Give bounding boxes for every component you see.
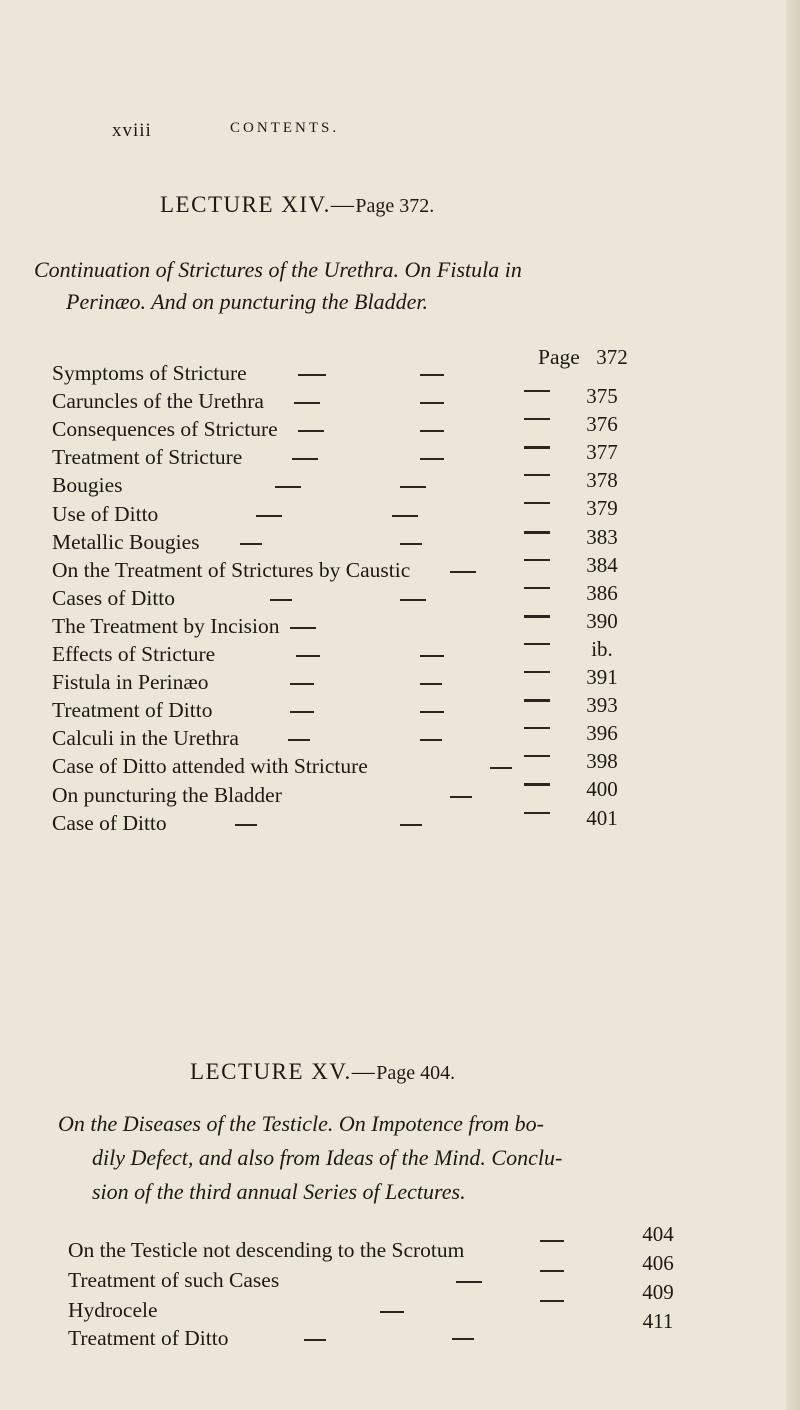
page-edge <box>786 0 800 1410</box>
page-column-label: Page <box>538 345 580 369</box>
leader-dash <box>524 446 550 449</box>
leader-dash <box>524 671 550 673</box>
leader-dash <box>524 531 550 534</box>
leader-dash <box>380 1311 404 1313</box>
lecture-15-summary-line-1: On the Diseases of the Testicle. On Impotence from bo- <box>58 1111 544 1136</box>
contents-entry-title: Treatment of Ditto <box>68 1326 229 1350</box>
contents-entry-title: Treatment of such Cases <box>68 1268 280 1292</box>
leader-dash <box>256 515 282 517</box>
lecture-14-summary-line-1: Continuation of Strictures of the Urethra. On Fistula in <box>34 257 522 282</box>
leader-dash <box>294 402 320 404</box>
leader-dash <box>490 767 512 769</box>
leader-dash <box>540 1300 564 1302</box>
leader-dash <box>292 458 318 460</box>
contents-entry-title: Cases of Ditto <box>52 585 176 610</box>
leader-dash <box>400 599 426 601</box>
contents-entry-page: 375 <box>586 384 618 408</box>
contents-entry-page: 376 <box>586 412 618 437</box>
contents-entry-page: 400 <box>586 777 618 802</box>
contents-entry-title: Symptoms of Stricture <box>52 361 247 385</box>
lecture-15-summary <box>58 1107 778 1209</box>
leader-dash <box>290 627 316 629</box>
leader-dash <box>540 1270 564 1272</box>
leader-dash <box>420 430 444 432</box>
leader-dash <box>524 559 550 561</box>
leader-dash <box>524 727 550 729</box>
contents-entry-title: Case of Ditto attended with Stricture <box>52 754 368 779</box>
leader-dash <box>296 655 320 657</box>
contents-entry-page: 401 <box>586 805 618 830</box>
leader-dash <box>456 1281 482 1283</box>
leader-dash <box>524 474 550 476</box>
leader-dash <box>420 458 444 460</box>
leader-dash <box>524 812 550 814</box>
lecture-14-title: LECTURE XIV.— <box>160 192 356 217</box>
lecture-14-page-ref: Page 372. <box>355 195 435 217</box>
contents-entry-page: 396 <box>586 721 618 746</box>
leader-dash <box>275 486 301 488</box>
leader-dash <box>450 796 472 798</box>
leader-dash <box>420 711 444 713</box>
leader-dash <box>524 502 550 504</box>
leader-dash <box>400 543 422 545</box>
contents-entry-page: 372 <box>596 345 628 369</box>
contents-entry-title: On puncturing the Bladder <box>52 782 282 807</box>
leader-dash <box>400 824 422 826</box>
leader-dash <box>290 683 314 685</box>
contents-entry-page: 391 <box>586 665 618 689</box>
contents-entry-page: 378 <box>586 468 618 493</box>
contents-entry-title: Bougies <box>52 473 123 498</box>
leader-dash <box>290 711 314 713</box>
contents-entry-page: 390 <box>586 608 618 633</box>
leader-dash <box>524 755 550 757</box>
contents-entry-page: 386 <box>586 580 618 605</box>
leader-dash <box>420 402 444 404</box>
contents-entry-title: Calculi in the Urethra <box>52 726 239 751</box>
leader-dash <box>392 515 418 517</box>
lecture-15-summary-line-2: dily Defect, and also from Ideas of the Mind. Conclu- <box>92 1145 563 1170</box>
leader-dash <box>270 599 292 601</box>
contents-entry-title: Fistula in Perinæo <box>52 670 209 695</box>
lecture-14-summary <box>34 254 784 318</box>
contents-entry-title: Metallic Bougies <box>52 529 200 554</box>
running-title: CONTENTS. <box>230 120 340 136</box>
lecture-14-heading <box>160 192 434 218</box>
contents-entry-page: 411 <box>642 1309 674 1333</box>
contents-entry-title: Treatment of Stricture <box>52 445 243 470</box>
leader-dash <box>524 587 550 589</box>
leader-dash <box>420 655 444 657</box>
lecture-15-summary-line-3: sion of the third annual Series of Lectures. <box>92 1179 466 1204</box>
contents-entry-page: 377 <box>586 440 618 465</box>
lecture-15-title: LECTURE XV.— <box>190 1059 377 1084</box>
contents-entry-page: 393 <box>586 693 618 718</box>
contents-entry-title: Hydrocele <box>68 1298 158 1322</box>
lecture-15-heading <box>190 1059 455 1085</box>
contents-entry-title: Case of Ditto <box>52 810 167 835</box>
leader-dash <box>400 486 426 488</box>
contents-entry-title: Use of Ditto <box>52 501 159 526</box>
leader-dash <box>288 739 310 741</box>
contents-entry-title: On the Testicle not descending to the Scrotum <box>68 1238 465 1262</box>
page-number: xviii <box>112 120 152 141</box>
leader-dash <box>420 739 442 741</box>
contents-entry-title: On the Treatment of Strictures by Caustic <box>52 557 411 582</box>
contents-entry-page: 398 <box>586 749 618 774</box>
contents-entry-title: Consequences of Stricture <box>52 417 278 442</box>
contents-entry-page: 379 <box>586 496 618 521</box>
leader-dash <box>450 571 476 573</box>
leader-dash <box>240 543 262 545</box>
leader-dash <box>298 374 326 376</box>
contents-entry-page: 404 <box>642 1222 674 1246</box>
contents-entry-title: Treatment of Ditto <box>52 698 213 723</box>
leader-dash <box>524 783 550 786</box>
lecture-14-summary-line-2: Perinæo. And on puncturing the Bladder. <box>66 289 428 314</box>
leader-dash <box>452 1338 474 1340</box>
contents-entry-title: Caruncles of the Urethra <box>52 389 264 414</box>
contents-entry-page: ib. <box>591 636 613 661</box>
leader-dash <box>524 615 550 618</box>
contents-entry-title: Effects of Stricture <box>52 642 216 666</box>
leader-dash <box>304 1339 326 1341</box>
lecture-15-page-ref: Page 404. <box>376 1062 456 1084</box>
leader-dash <box>524 699 550 702</box>
leader-dash <box>524 643 550 645</box>
leader-dash <box>235 824 257 826</box>
leader-dash <box>420 683 442 685</box>
leader-dash <box>420 374 444 376</box>
leader-dash <box>524 390 550 392</box>
leader-dash <box>298 430 324 432</box>
leader-dash <box>524 418 550 420</box>
contents-entry-page: 406 <box>642 1251 674 1275</box>
contents-entry-title: The Treatment by Incision <box>52 613 280 638</box>
contents-entry-page: 383 <box>586 524 618 549</box>
leader-dash <box>540 1240 564 1242</box>
contents-entry-page: 384 <box>586 552 618 577</box>
contents-entry-page: 409 <box>642 1280 674 1304</box>
